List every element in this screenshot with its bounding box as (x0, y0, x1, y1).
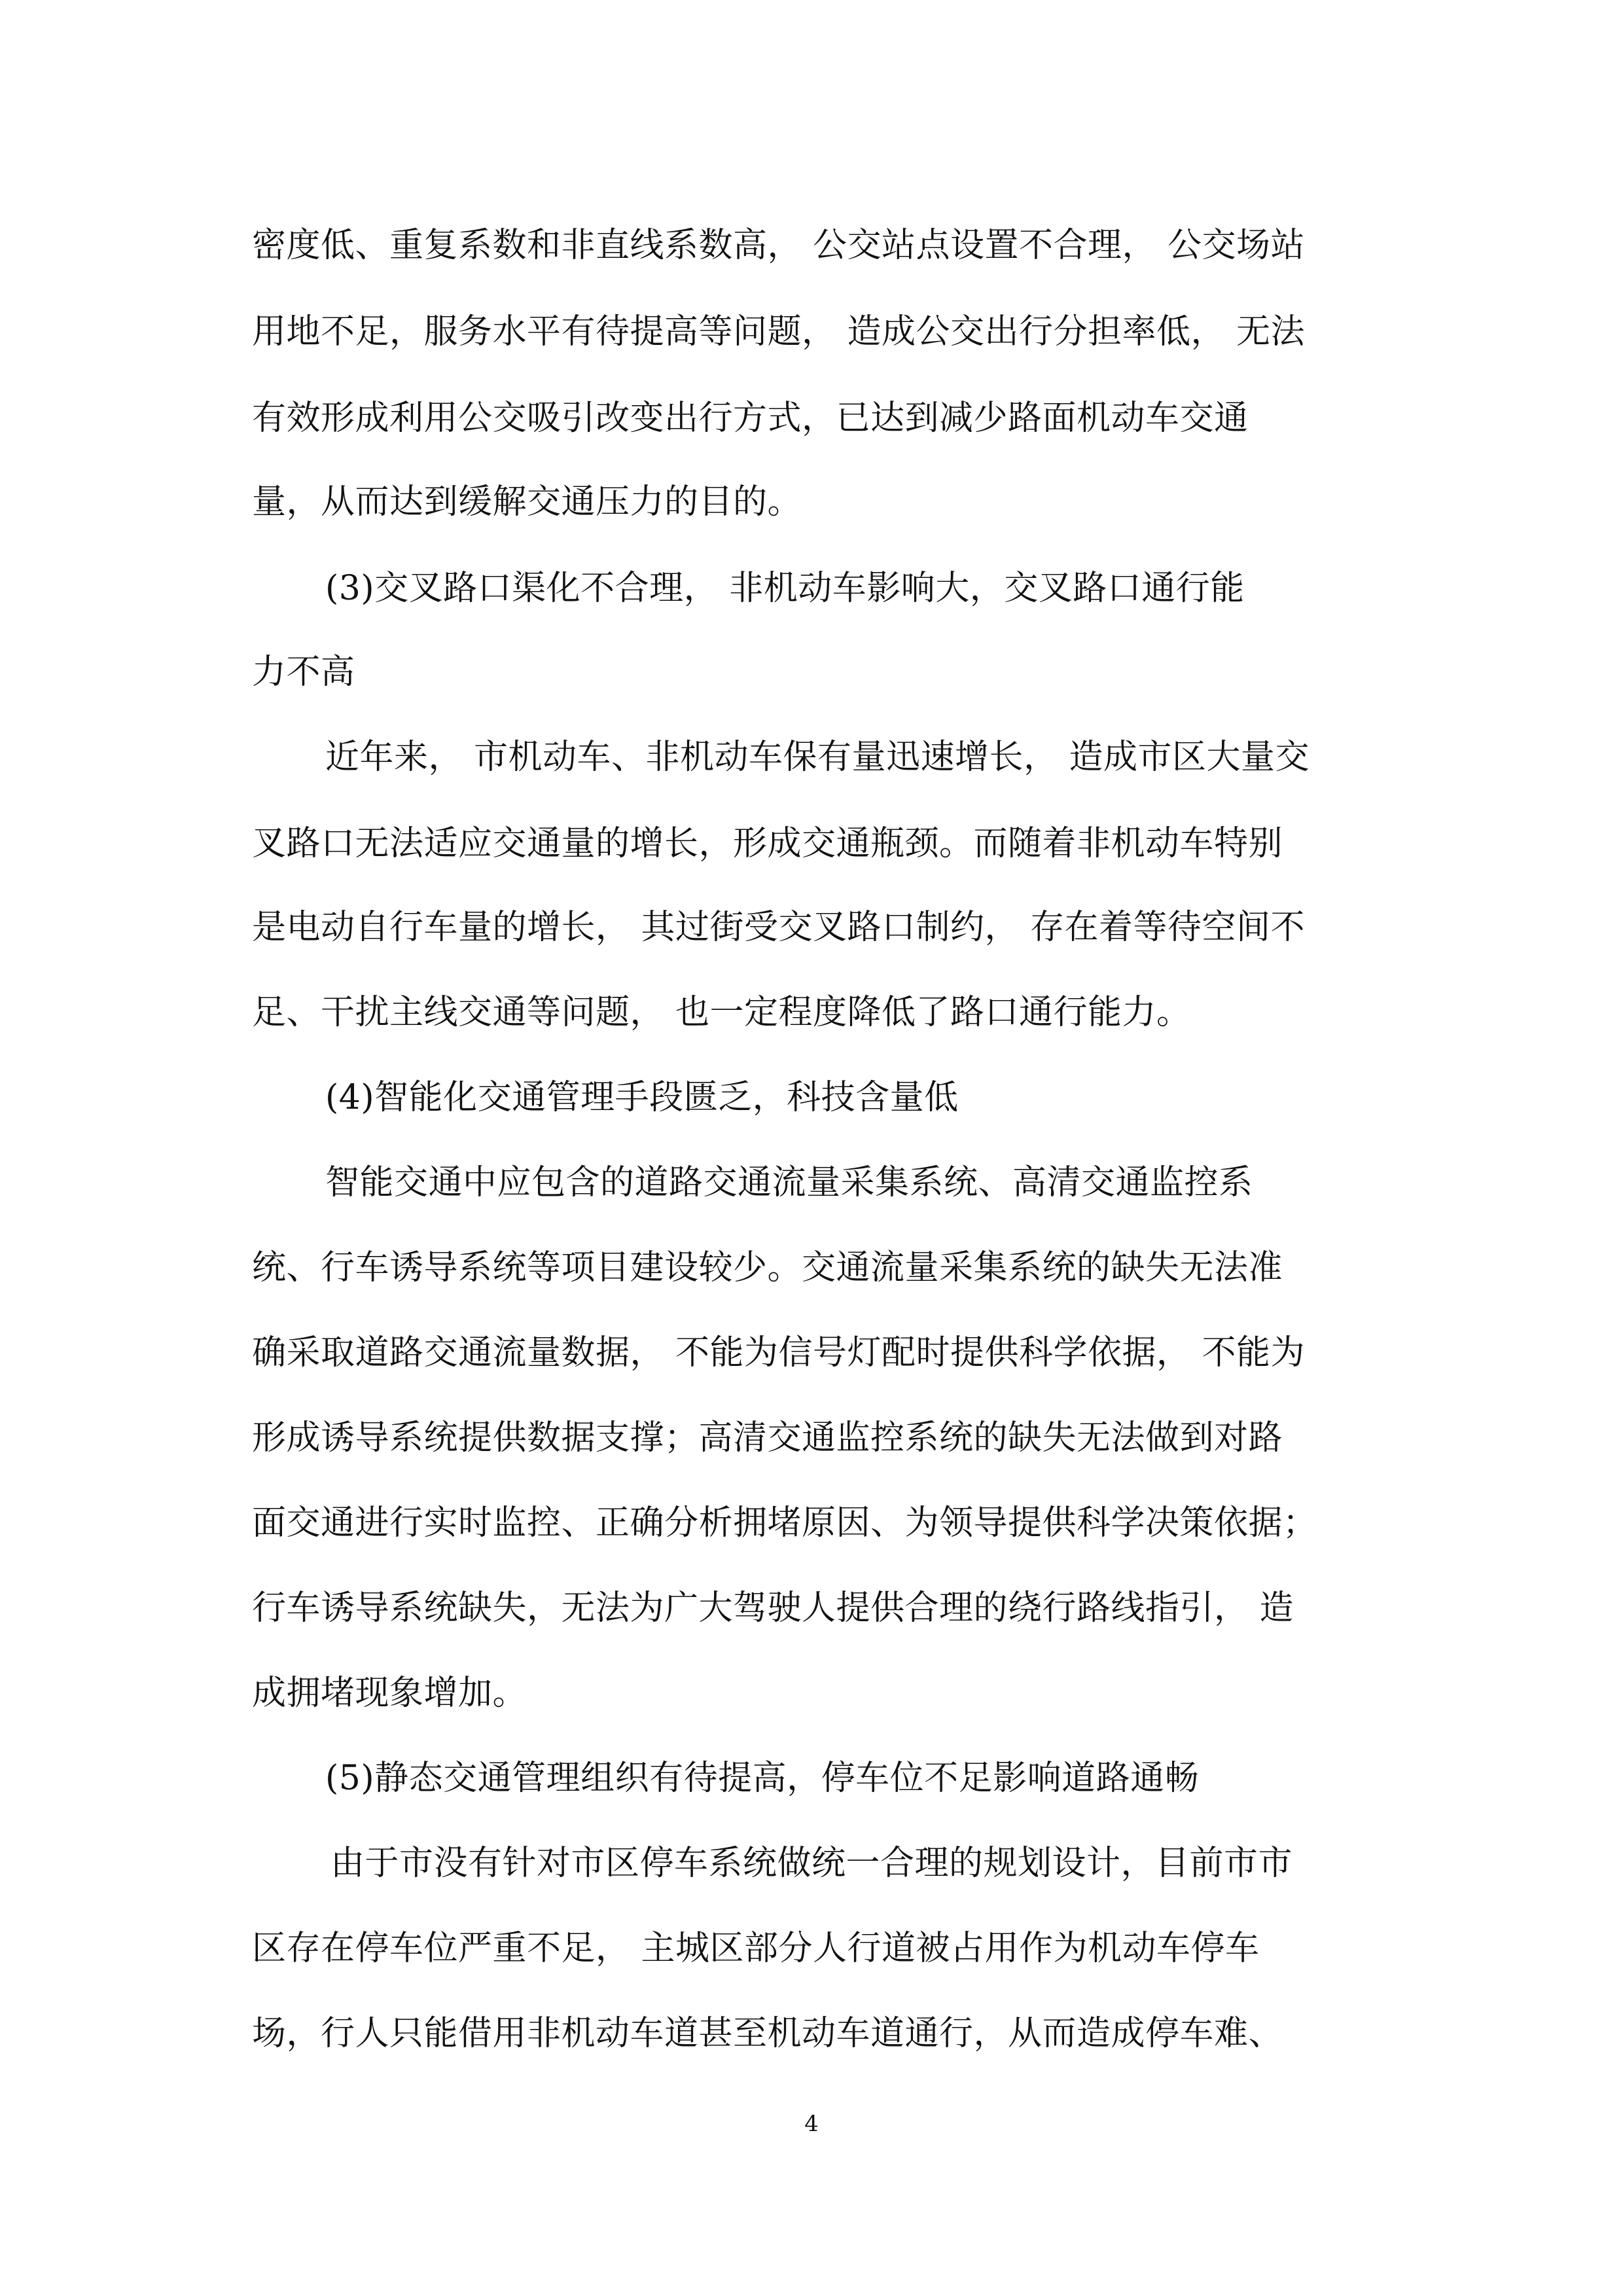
text-line: 成拥堵现象增加。 (252, 1674, 527, 1713)
text-line: 行车诱导系统缺失，无法为广大驾驶人提供合理的绕行路线指引， 造 (252, 1588, 1294, 1628)
text-line: 由于市没有针对市区停车系统做统一合理的规划设计，目前市市 (330, 1844, 1293, 1883)
text-line: 形成诱导系统提供数据支撑；高清交通监控系统的缺失无法做到对路 (252, 1418, 1283, 1458)
text-line: 确采取道路交通流量数据， 不能为信号灯配时提供科学依据， 不能为 (252, 1333, 1306, 1372)
page-number: 4 (804, 2111, 819, 2137)
section-heading: 力不高 (252, 653, 355, 692)
text-line: 场，行人只能借用非机动车道甚至机动车道通行，从而造成停车难、 (252, 2014, 1283, 2053)
text-line: 统、行车诱导系统等项目建设较少。交通流量采集系统的缺失无法准 (252, 1248, 1283, 1287)
text-line: 智能交通中应包含的道路交通流量采集系统、高清交通监控系 (325, 1163, 1253, 1202)
text-line: 量，从而达到缓解交通压力的目的。 (252, 482, 802, 522)
text-line: 近年来， 市机动车、非机动车保有量迅速增长， 造成市区大量交 (325, 738, 1310, 777)
text-line: 密度低、重复系数和非直线系数高， 公交站点设置不合理， 公交场站 (252, 226, 1306, 265)
text-line: 叉路口无法适应交通量的增长，形成交通瓶颈。而随着非机动车特别 (252, 824, 1283, 863)
section-heading: (5)静态交通管理组织有待提高，停车位不足影响道路通畅 (325, 1759, 1200, 1798)
text-line: 面交通进行实时监控、正确分析拥堵原因、为领导提供科学决策依据； (252, 1503, 1317, 1543)
text-line: 用地不足，服务水平有待提高等问题， 造成公交出行分担率低， 无法 (252, 312, 1306, 351)
text-line: 是电动自行车量的增长， 其过街受交叉路口制约， 存在着等待空间不 (252, 908, 1306, 947)
text-line: 有效形成利用公交吸引改变出行方式，已达到减少路面机动车交通 (252, 399, 1249, 438)
section-heading: (4)智能化交通管理手段匮乏，科技含量低 (325, 1078, 959, 1117)
text-line: 足、干扰主线交通等问题， 也一定程度降低了路口通行能力。 (252, 993, 1191, 1032)
section-heading: (3)交叉路口渠化不合理， 非机动车影响大，交叉路口通行能 (325, 569, 1245, 608)
text-line: 区存在停车位严重不足， 主城区部分人行道被占用作为机动车停车 (252, 1929, 1260, 1968)
